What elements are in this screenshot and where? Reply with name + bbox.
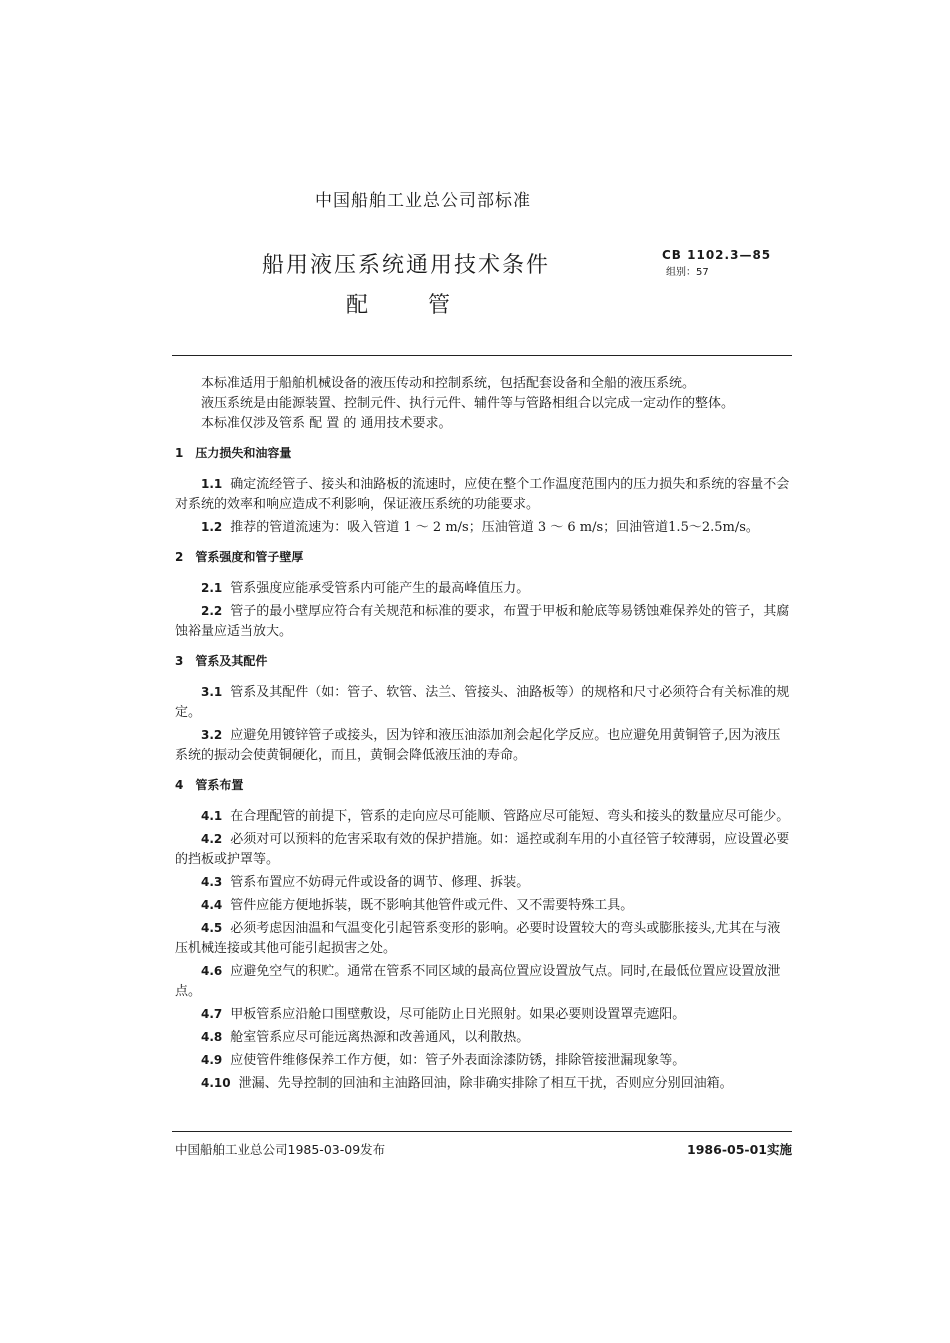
clause: 3.1 管系及其配件（如：管子、软管、法兰、管接头、油路板等）的规格和尺寸必须符合有关标准的规定。 [175, 685, 790, 720]
intro-paragraph: 本标准仅涉及管系 配 置 的 通用技术要求。 [201, 416, 452, 431]
clause: 3.2 应避免用镀锌管子或接头，因为锌和液压油添加剂会起化学反应。也应避免用黄铜管子,因为液压系统的振动会使黄铜硬化，而且，黄铜会降低液压油的寿命。 [175, 728, 781, 763]
footer-divider [172, 1131, 792, 1132]
standard-title: 船用液压系统通用技术条件 [262, 253, 551, 278]
intro-paragraph: 液压系统是由能源装置、控制元件、执行元件、辅件等与管路相组合以完成一定动作的整体。 [201, 396, 735, 411]
section-heading: 4 管系布置 [175, 778, 244, 792]
clause: 2.1 管系强度应能承受管系内可能产生的最高峰值压力。 [201, 581, 530, 596]
clause: 4.6 应避免空气的积贮。通常在管系不同区域的最高位置应设置放气点。同时,在最低位置应设置放泄点。 [175, 964, 781, 999]
clause: 4.1 在合理配管的前提下，管系的走向应尽可能顺、管路应尽可能短、弯头和接头的数量应尽可能少。 [201, 809, 790, 824]
effective-date: 1986-05-01实施 [687, 1142, 792, 1157]
issue-date: 中国船舶工业总公司1985-03-09发布 [175, 1142, 386, 1157]
clause: 4.9 应使管件维修保养工作方便，如：管子外表面涂漆防锈，排除管接泄漏现象等。 [201, 1053, 686, 1068]
section-heading: 2 管系强度和管子壁厚 [175, 550, 304, 564]
clause: 4.10 泄漏、先导控制的回油和主油路回油，除非确实排除了相互干扰，否则应分别回油箱。 [201, 1076, 733, 1091]
clause: 4.2 必须对可以预料的危害采取有效的保护措施。如：遥控或刹车用的小直径管子较薄弱，应设置必要的挡板或护罩等。 [175, 832, 790, 867]
standard-subtitle: 配管 [346, 293, 511, 318]
clause: 4.4 管件应能方便地拆装，既不影响其他管件或元件、又不需要特殊工具。 [201, 898, 634, 913]
clause: 4.3 管系布置应不妨碍元件或设备的调节、修理、拆装。 [201, 875, 530, 890]
section-heading: 1 压力损失和油容量 [175, 446, 292, 460]
clause: 2.2 管子的最小壁厚应符合有关规范和标准的要求，布置于甲板和舱底等易锈蚀难保养处的管子，其腐蚀裕量应适当放大。 [175, 604, 790, 639]
intro-paragraph: 本标准适用于船舶机械设备的液压传动和控制系统，包括配套设备和全船的液压系统。 [201, 376, 696, 391]
section-heading: 3 管系及其配件 [175, 654, 268, 668]
header-divider [172, 355, 792, 356]
standard-code: CB 1102.3—85 [662, 248, 772, 262]
clause: 4.8 舱室管系应尽可能远离热源和改善通风，以利散热。 [201, 1030, 530, 1045]
document-body [175, 374, 793, 1096]
clause: 4.7 甲板管系应沿舱口围壁敷设，尽可能防止日光照射。如果必要则设置罩壳遮阳。 [201, 1007, 686, 1022]
clause: 1.1 确定流经管子、接头和油路板的流速时，应使在整个工作温度范围内的压力损失和系统的容量不会对系统的效率和响应造成不利影响，保证液压系统的功能要求。 [175, 477, 790, 512]
group-label: 组别：57 [666, 267, 709, 278]
issuing-organization: 中国船舶工业总公司部标准 [315, 191, 531, 211]
clause: 4.5 必须考虑因油温和气温变化引起管系变形的影响。必要时设置较大的弯头或膨胀接头,尤其在与液压机械连接或其他可能引起损害之处。 [175, 921, 781, 956]
clause: 1.2 推荐的管道流速为：吸入管道 1 ～ 2 m/s；压油管道 3 ～ 6 m/s；回油管道1.5～2.5m/s。 [201, 520, 759, 535]
